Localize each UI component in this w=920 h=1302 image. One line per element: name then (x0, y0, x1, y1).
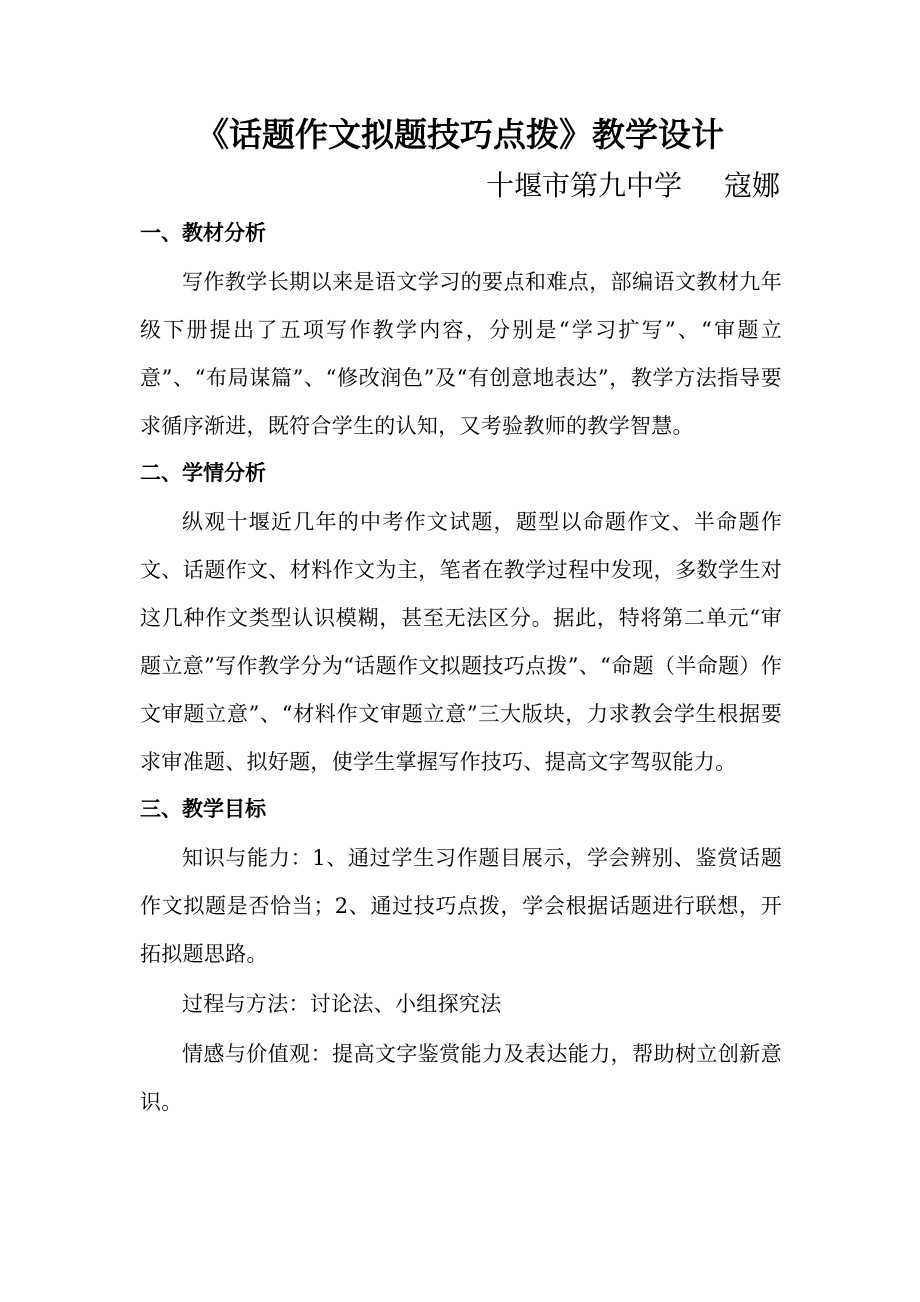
section-heading-textbook-analysis: 一、教材分析 (140, 221, 266, 245)
author-line (486, 164, 780, 208)
section-paragraph: 知识与能力：1、通过学生习作题目展示，学会辨别、鉴赏话题作文拟题是否恰当；2、通过技巧点拨，学会根据话题进行联想，开拓拟题思路。 (140, 846, 782, 966)
section-paragraph: 情感与价值观：提高文字鉴赏能力及表达能力，帮助树立创新意识。 (140, 1042, 782, 1114)
section-paragraph: 纵观十堰近几年的中考作文试题，题型以命题作文、半命题作文、话题作文、材料作文为主，笔者在教学过程中发现，多数学生对这几种作文类型认识模糊，甚至无法区分。据此，特将第二单元“审题立意”写作教学分为“话题作文拟题技巧点拨”、“命题（半命题）作文审题立意”、“材料作文审题立意”三大版块，力求教会学生根据要求审准题、拟好题，使学生掌握写作技巧、提高文字驾驭能力。 (140, 510, 782, 774)
author-name: 寇娜 (723, 169, 780, 202)
section-paragraph: 写作教学长期以来是语文学习的要点和难点，部编语文教材九年级下册提出了五项写作教学内容，分别是“学习扩写”、“审题立意”、“布局谋篇”、“修改润色”及“有创意地表达”，教学方法指导要求循序渐进，既符合学生的认知，又考验教师的教学智慧。 (140, 270, 782, 438)
section-heading-teaching-goals: 三、教学目标 (140, 797, 266, 821)
school-name: 十堰市第九中学 (485, 169, 682, 202)
section-paragraph: 过程与方法：讨论法、小组探究法 (182, 992, 502, 1016)
document-title: 《话题作文拟题技巧点拨》教学设计 (196, 115, 724, 154)
section-heading-student-analysis: 二、学情分析 (140, 461, 266, 485)
